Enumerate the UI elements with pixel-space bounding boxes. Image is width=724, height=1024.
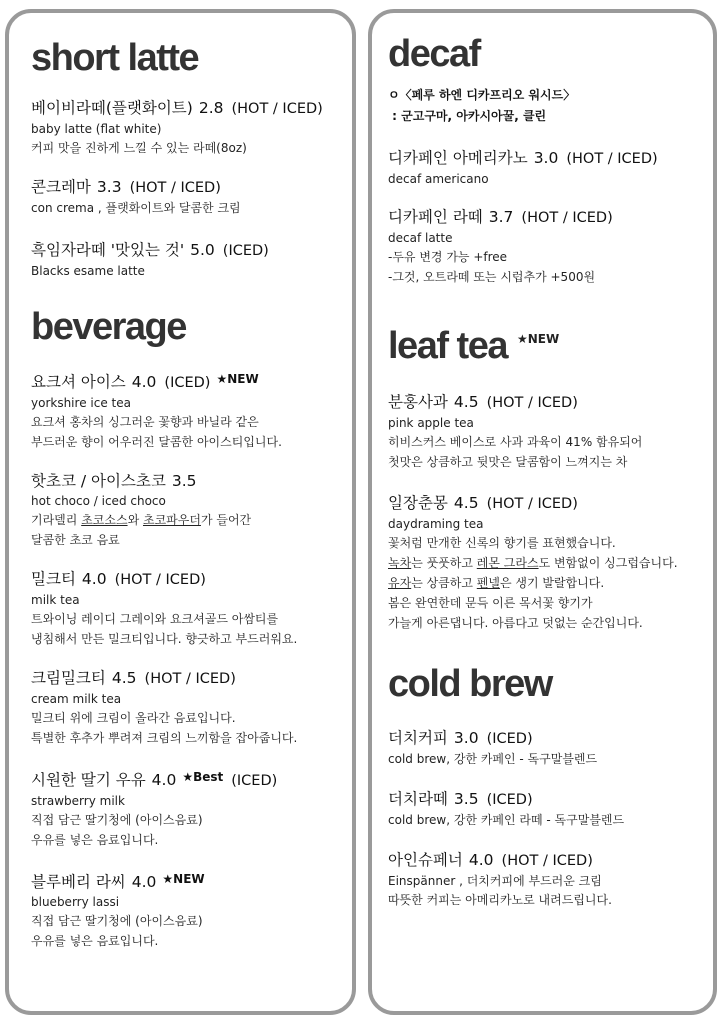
item-price: 3.5 — [453, 790, 479, 808]
item-name: 흑임자라떼 '맛있는 것' — [31, 241, 185, 259]
item-tag: (HOT / ICED) — [486, 496, 578, 512]
desc-underlined: 유자 — [388, 576, 412, 590]
item-name-row — [31, 176, 352, 199]
item-english: con crema , 플랫화이트와 달콤한 크림 — [31, 201, 241, 215]
item-name-row — [31, 368, 352, 394]
item-name-row — [31, 470, 352, 492]
item-english: blueberry lassi — [31, 895, 120, 909]
item-name-row — [388, 492, 713, 515]
item-name-row — [31, 239, 352, 262]
item-description: 커피 맛을 진하게 느낄 수 있는 라떼(8oz) — [31, 141, 247, 155]
item-description: 직접 담근 딸기청에 (아이스음료) — [31, 914, 203, 928]
item-price: 4.5 — [453, 494, 479, 512]
desc-underlined: 녹차 — [388, 556, 412, 570]
item-price: 3.5 — [171, 472, 197, 490]
new-badge: ★NEW — [516, 332, 560, 346]
item-name-row — [388, 727, 713, 750]
item-description — [388, 553, 713, 573]
item-tag: (HOT / ICED) — [521, 210, 613, 226]
item-name: 디카페인 아메리카노 — [388, 149, 528, 167]
item-description — [388, 573, 713, 593]
item-english: milk tea — [31, 593, 80, 607]
item-english: daydraming tea — [388, 517, 484, 531]
item-name: 일장춘몽 — [388, 494, 448, 512]
item-name-row — [31, 667, 352, 690]
section-title-short-latte: short latte — [31, 37, 199, 79]
item-description: 따뜻한 커피는 아메리카노로 내려드립니다. — [388, 893, 612, 907]
item-english: Einspänner , 더치커피에 부드러운 크림 — [388, 874, 602, 888]
menu-item — [31, 470, 352, 550]
item-price: 4.5 — [453, 393, 479, 411]
menu-item — [31, 176, 352, 217]
item-english: baby latte (flat white) — [31, 122, 162, 136]
menu-item — [388, 147, 713, 188]
item-description: 꽃처럼 만개한 신록의 향기를 표현했습니다. — [388, 536, 616, 550]
item-name: 크림밀크티 — [31, 669, 106, 687]
section-title-decaf: decaf — [388, 33, 480, 75]
item-price: 4.0 — [81, 570, 107, 588]
bean-origin-notes: : 군고구마, 아카시아꿀, 클린 — [388, 109, 547, 123]
item-price: 4.0 — [131, 373, 157, 391]
item-description: 우유를 넣은 음료입니다. — [31, 934, 159, 948]
item-name: 디카페인 라떼 — [388, 208, 483, 226]
item-name: 아인슈페너 — [388, 851, 463, 869]
section-title-leaf-tea — [388, 327, 713, 365]
item-name-row — [31, 568, 352, 591]
desc-text: 은 생기 발랄합니다. — [499, 576, 605, 590]
item-description: 냉침해서 만든 밀크티입니다. 향긋하고 부드러워요. — [31, 632, 298, 646]
item-english: cream milk tea — [31, 692, 122, 706]
section-title-cold-brew: cold brew — [388, 663, 552, 705]
item-english: strawberry milk — [31, 794, 125, 808]
item-english: cold brew, 강한 카페인 - 독구말블렌드 — [388, 752, 598, 766]
menu-item — [31, 766, 352, 850]
desc-text: 는 상큼하고 — [411, 576, 477, 590]
item-english: cold brew, 강한 카페인 라떼 - 독구말블렌드 — [388, 813, 625, 827]
item-description: -두유 변경 가능 +free — [388, 250, 508, 264]
item-english: decaf americano — [388, 172, 489, 186]
desc-underlined: 펜넬 — [476, 576, 500, 590]
item-price: 4.0 — [131, 873, 157, 891]
item-tag: (HOT / ICED) — [566, 151, 658, 167]
item-name: 밀크티 — [31, 570, 76, 588]
desc-underlined: 초코파우더 — [142, 513, 201, 527]
menu-panel-left — [5, 9, 356, 1015]
item-tag: (HOT / ICED) — [129, 180, 221, 196]
item-price: 2.8 — [198, 99, 224, 117]
item-name-row — [388, 206, 713, 229]
item-tag: (ICED) — [164, 375, 211, 391]
item-price: 4.0 — [151, 771, 177, 789]
desc-text: 가 들어간 — [200, 513, 252, 527]
item-price: 5.0 — [190, 241, 215, 259]
item-tag: (HOT / ICED) — [501, 853, 593, 869]
item-name-row — [31, 97, 352, 120]
item-description: 우유를 넣은 음료입니다. — [31, 833, 159, 847]
item-description: 트와이닝 레이디 그레이와 요크셔골드 아쌈티를 — [31, 612, 279, 626]
desc-text: 와 — [127, 513, 143, 527]
new-badge: ★NEW — [216, 372, 259, 386]
item-name-row — [31, 766, 352, 792]
section-title-text: leaf tea — [388, 325, 507, 367]
item-tag: (ICED) — [486, 792, 533, 808]
item-name-row — [388, 788, 713, 811]
item-english: yorkshire ice tea — [31, 396, 131, 410]
menu-item — [388, 391, 713, 472]
item-description: 특별한 후추가 뿌려져 크림의 느끼함을 잡아줍니다. — [31, 731, 298, 745]
item-tag: (HOT / ICED) — [486, 395, 578, 411]
menu-item — [31, 568, 352, 649]
item-description: 밀크티 위에 크림이 올라간 음료입니다. — [31, 711, 236, 725]
item-name-row — [388, 849, 713, 872]
item-english: decaf latte — [388, 231, 453, 245]
item-name-row — [388, 391, 713, 414]
item-description: -그것, 오트라떼 또는 시럽추가 +500원 — [388, 270, 596, 284]
new-badge: ★NEW — [162, 872, 205, 886]
bean-origin — [388, 85, 713, 127]
section-title-beverage: beverage — [31, 306, 186, 348]
desc-text: 는 풋풋하고 — [411, 556, 477, 570]
bean-origin-name: ㅇ〈페루 하엔 디카프리오 워시드〉 — [388, 88, 576, 102]
item-name: 시원한 딸기 우유 — [31, 771, 146, 789]
item-name: 베이비라떼(플랫화이트) — [31, 99, 193, 117]
item-price: 4.5 — [111, 669, 137, 687]
item-english: Blacks esame latte — [31, 264, 145, 278]
item-tag: (ICED) — [486, 731, 533, 747]
item-price: 4.0 — [468, 851, 494, 869]
desc-underlined: 레몬 그라스 — [476, 556, 539, 570]
item-name: 더치라떼 — [388, 790, 448, 808]
best-badge: ★Best — [182, 770, 224, 784]
item-description: 달콤한 초코 음료 — [31, 533, 120, 547]
item-name-row — [31, 868, 352, 893]
item-description: 첫맛은 상큼하고 뒷맛은 달콤함이 느껴지는 차 — [388, 455, 628, 469]
menu-item — [388, 788, 713, 829]
item-description: 봄은 완연한데 문득 이른 목서꽃 향기가 — [388, 596, 593, 610]
desc-underlined: 초코소스 — [81, 513, 128, 527]
item-description: 직접 담근 딸기청에 (아이스음료) — [31, 813, 203, 827]
menu-item — [31, 239, 352, 280]
item-price: 3.0 — [533, 149, 559, 167]
item-english: pink apple tea — [388, 416, 474, 430]
item-description: 가늘게 아른댑니다. 아름다고 덧없는 순간입니다. — [388, 616, 643, 630]
menu-item — [388, 492, 713, 633]
item-description: 부드러운 향이 어우러진 달콤한 아이스티입니다. — [31, 435, 282, 449]
item-description: 히비스커스 베이스로 사과 과육이 41% 함유되어 — [388, 435, 643, 449]
menu-item — [31, 97, 352, 158]
item-tag: (ICED) — [231, 773, 278, 789]
item-name: 요크셔 아이스 — [31, 373, 126, 391]
menu-item — [388, 206, 713, 287]
item-tag: (HOT / ICED) — [114, 572, 206, 588]
item-price: 3.0 — [453, 729, 479, 747]
item-name: 분홍사과 — [388, 393, 448, 411]
menu-item — [31, 667, 352, 748]
item-tag: (ICED) — [222, 243, 269, 259]
menu-item — [31, 868, 352, 951]
item-tag: (HOT / ICED) — [144, 671, 236, 687]
item-name: 핫초코 / 아이스초코 — [31, 472, 166, 490]
menu-panel-right — [368, 9, 717, 1015]
item-description — [31, 510, 352, 530]
item-name-row — [388, 147, 713, 170]
menu-item — [388, 849, 713, 910]
desc-text: 기라델리 — [31, 513, 82, 527]
desc-text: 도 변함없이 싱그럽습니다. — [538, 556, 678, 570]
item-name: 콘크레마 — [31, 178, 91, 196]
item-price: 3.7 — [488, 208, 514, 226]
item-name: 더치커피 — [388, 729, 448, 747]
item-english: hot choco / iced choco — [31, 494, 166, 508]
item-description: 요크셔 홍차의 싱그러운 꽃향과 바닐라 같은 — [31, 415, 259, 429]
item-name: 블루베리 라씨 — [31, 873, 126, 891]
item-price: 3.3 — [96, 178, 122, 196]
menu-item — [31, 368, 352, 452]
menu-item — [388, 727, 713, 768]
item-tag: (HOT / ICED) — [231, 101, 323, 117]
